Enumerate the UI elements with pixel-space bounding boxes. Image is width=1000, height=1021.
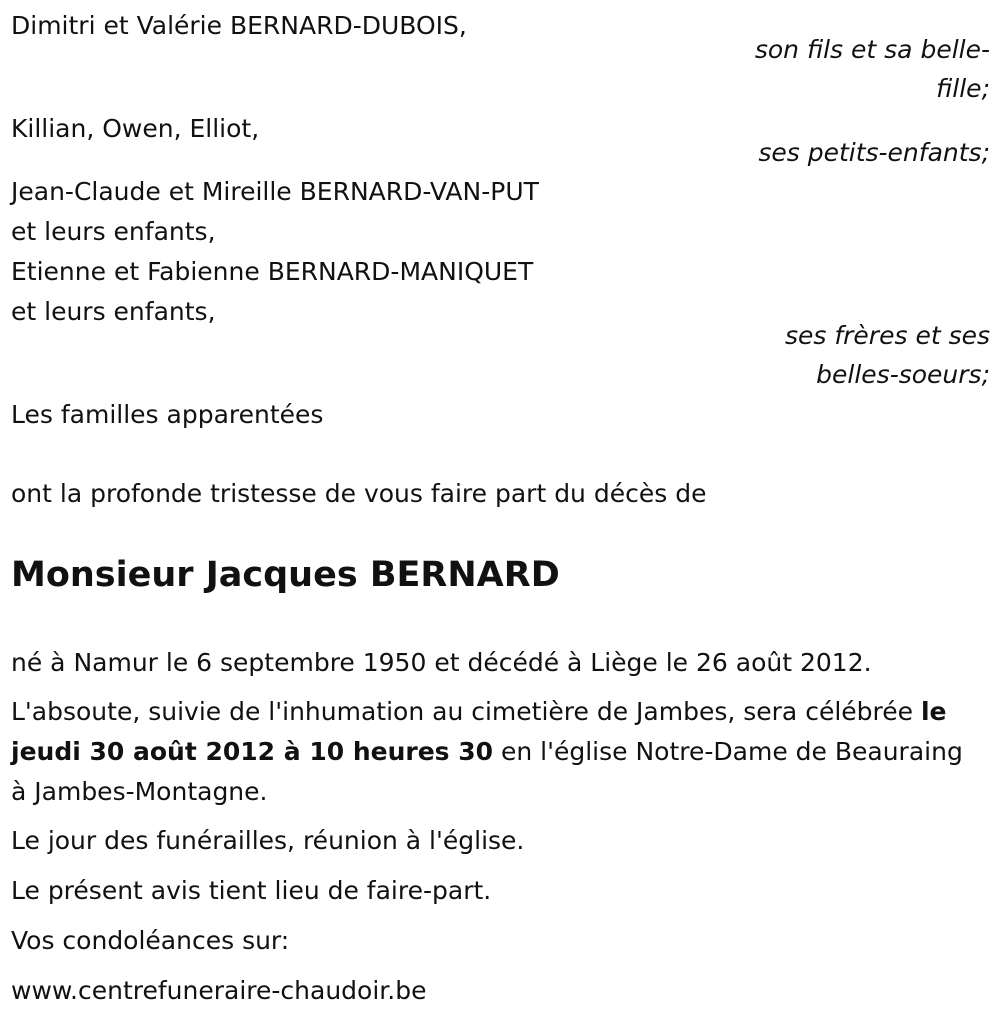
family-sibling2-children: et leurs enfants, [11, 297, 216, 326]
family-sibling1: Jean-Claude et Mireille BERNARD-VAN-PUT [11, 177, 539, 206]
condolences-url-row [11, 971, 426, 1011]
ceremony-intro: L'absoute, suivie de l'inhumation au cimetière de Jambes, sera célébrée [11, 697, 914, 726]
condolences-label: Vos condoléances sur: [11, 926, 290, 955]
grandchildren-relation: ses petits-enfants; [758, 138, 990, 167]
ceremony-date: le jeudi 30 août 2012 à 10 heures 30 [11, 697, 947, 766]
ceremony-place: en l'église Notre-Dame de Beauraing à Jambes-Montagne. [11, 737, 963, 806]
announcement-text: ont la profonde tristesse de vous faire part du décès de [11, 479, 707, 508]
family-relatives: Les familles apparentées [11, 400, 324, 429]
family-sibling2: Etienne et Fabienne BERNARD-MANIQUET [11, 257, 534, 286]
deceased-name: Monsieur Jacques BERNARD [11, 555, 560, 595]
son-relation-line2: fille; [936, 74, 990, 103]
notice-info: Le présent avis tient lieu de faire-part. [11, 876, 492, 905]
ceremony-paragraph [11, 692, 986, 812]
birth-death-details: né à Namur le 6 septembre 1950 et décédé à Liège le 26 août 2012. [11, 648, 872, 677]
condolences-link[interactable]: www.centrefuneraire-chaudoir.be [11, 976, 427, 1005]
siblings-relation-line2: belles-soeurs; [816, 360, 990, 389]
meeting-info: Le jour des funérailles, réunion à l'église. [11, 826, 525, 855]
son-relation-line1: son fils et sa belle- [754, 35, 990, 64]
family-sibling1-children: et leurs enfants, [11, 217, 216, 246]
siblings-relation-line1: ses frères et ses [784, 321, 990, 350]
family-son: Dimitri et Valérie BERNARD-DUBOIS, [11, 11, 467, 40]
family-grandchildren: Killian, Owen, Elliot, [11, 114, 260, 143]
